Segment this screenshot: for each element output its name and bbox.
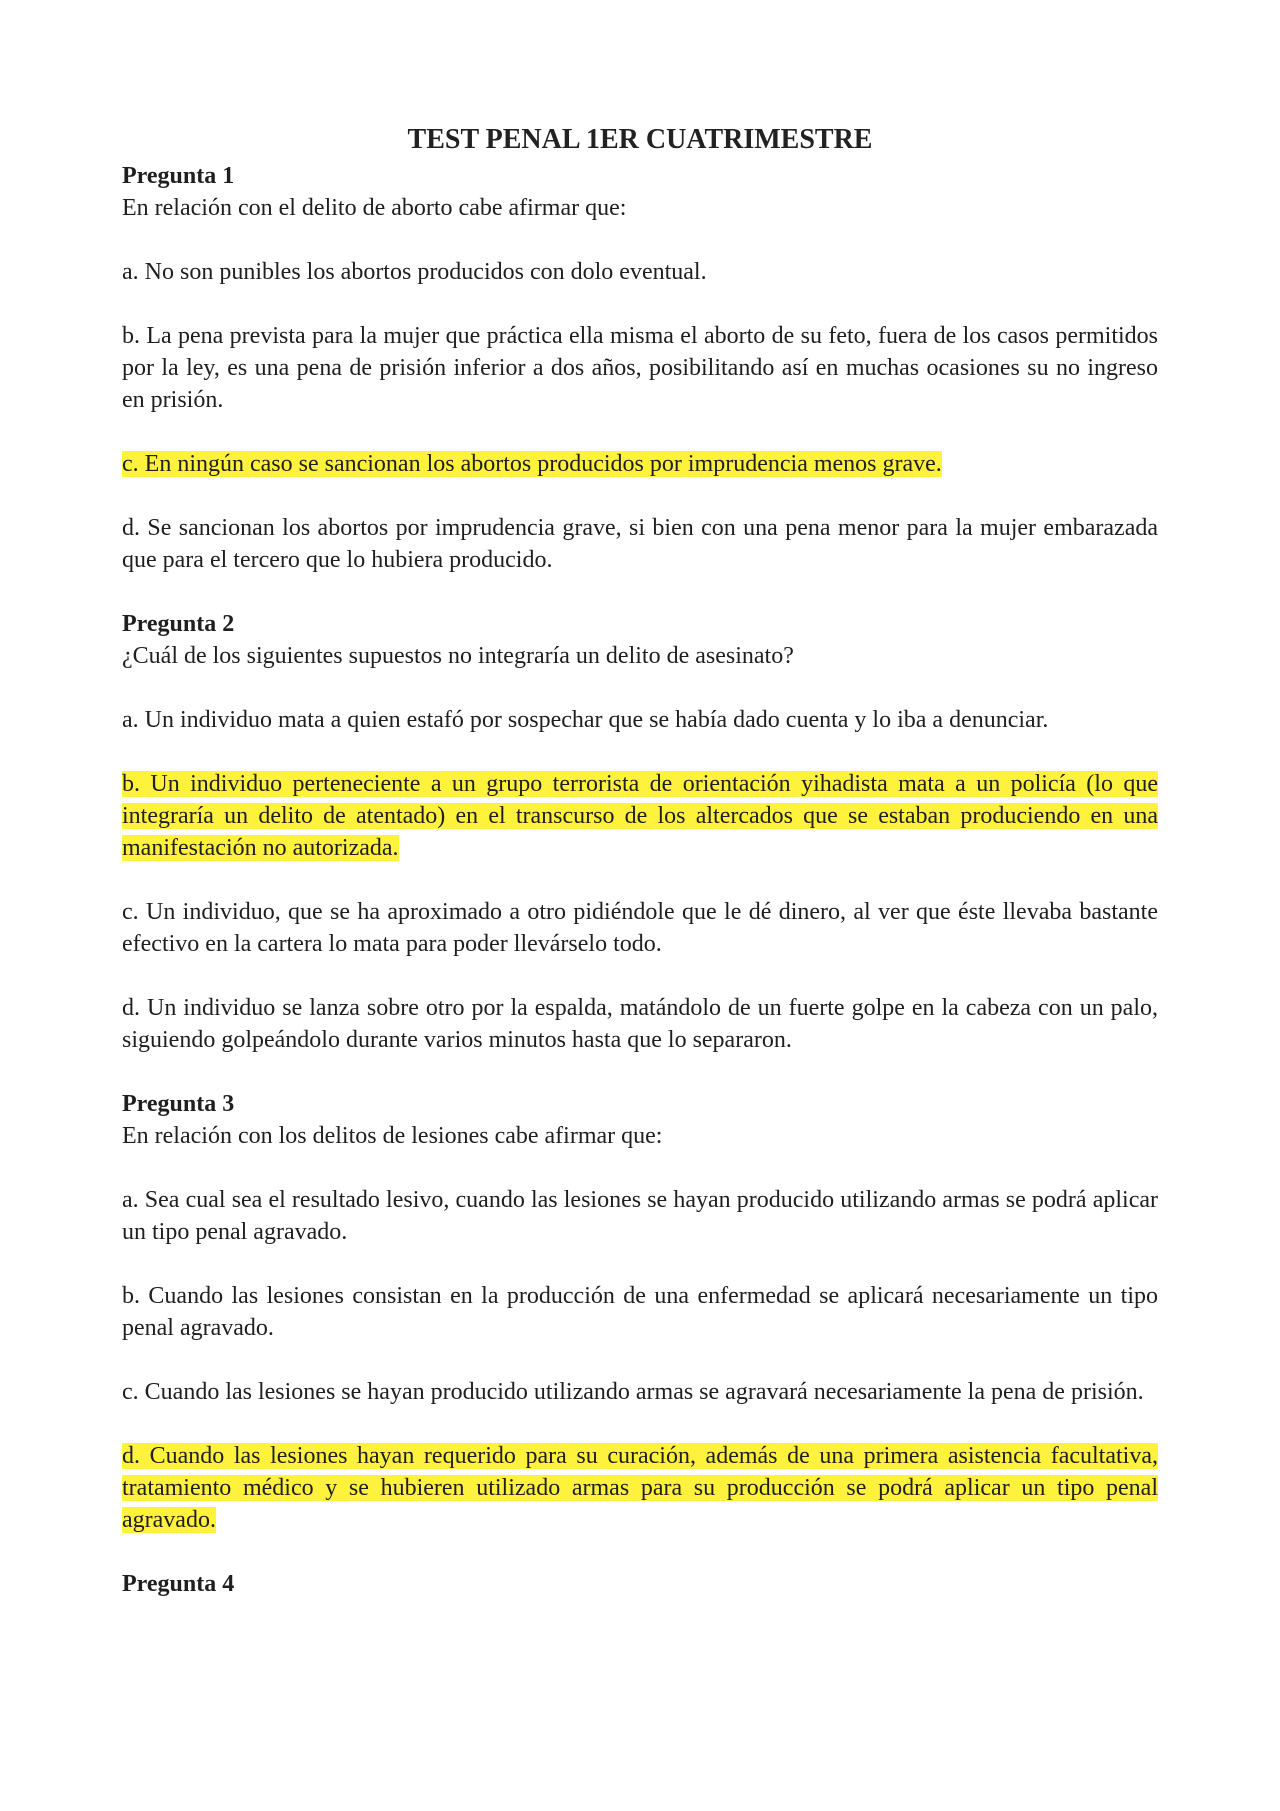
- option-text: c. Un individuo, que se ha aproximado a otro pidiéndole que le dé dinero, al ver que éste llevaba bastante efectivo en la cartera lo mata para poder llevárselo todo.: [122, 899, 1158, 957]
- answer-option: [122, 1184, 1158, 1248]
- answer-option-highlighted: [122, 768, 1158, 864]
- question-3: [122, 1088, 1158, 1536]
- question-1: [122, 160, 1158, 576]
- answer-option: [122, 992, 1158, 1056]
- question-label: Pregunta 2: [122, 611, 235, 637]
- question-2: [122, 608, 1158, 1056]
- option-text: c. Cuando las lesiones se hayan producido utilizando armas se agravará necesariamente la pena de prisión.: [122, 1379, 1144, 1405]
- question-stem: ¿Cuál de los siguientes supuestos no integraría un delito de asesinato?: [122, 643, 794, 669]
- answer-option: [122, 256, 1158, 288]
- question-label: Pregunta 3: [122, 1091, 235, 1117]
- answer-option: [122, 320, 1158, 416]
- answer-option: [122, 1280, 1158, 1344]
- question-stem: En relación con los delitos de lesiones cabe afirmar que:: [122, 1123, 663, 1149]
- answer-option: [122, 704, 1158, 736]
- option-text: a. No son punibles los abortos producidos con dolo eventual.: [122, 259, 707, 285]
- question-4: [122, 1568, 1158, 1600]
- option-text-highlighted: b. Un individuo perteneciente a un grupo terrorista de orientación yihadista mata a un policía (lo que integraría un delito de atentado) en el transcurso de los altercados que se estaban produciendo en una manifestación no autorizada.: [122, 771, 1158, 861]
- question-label: Pregunta 1: [122, 163, 235, 189]
- answer-option-highlighted: [122, 1440, 1158, 1536]
- answer-option-highlighted: [122, 448, 1158, 480]
- option-text: d. Se sancionan los abortos por imprudencia grave, si bien con una pena menor para la mujer embarazada que para el tercero que lo hubiera producido.: [122, 515, 1158, 573]
- option-text-highlighted: d. Cuando las lesiones hayan requerido para su curación, además de una primera asistencia facultativa, tratamiento médico y se hubieren utilizado armas para su producción se podrá aplicar un tipo penal agravado.: [122, 1443, 1158, 1533]
- document-body: [122, 160, 1158, 1632]
- option-text: a. Sea cual sea el resultado lesivo, cuando las lesiones se hayan producido utilizando armas se podrá aplicar un tipo penal agravado.: [122, 1187, 1158, 1245]
- option-text: b. La pena prevista para la mujer que práctica ella misma el aborto de su feto, fuera de los casos permitidos por la ley, es una pena de prisión inferior a dos años, posibilitando así en muchas ocasiones su no ingreso en prisión.: [122, 323, 1158, 413]
- question-label: Pregunta 4: [122, 1571, 235, 1597]
- option-text-highlighted: c. En ningún caso se sancionan los abortos producidos por imprudencia menos grave.: [122, 451, 942, 477]
- answer-option: [122, 896, 1158, 960]
- option-text: b. Cuando las lesiones consistan en la producción de una enfermedad se aplicará necesariamente un tipo penal agravado.: [122, 1283, 1158, 1341]
- option-text: a. Un individuo mata a quien estafó por sospechar que se había dado cuenta y lo iba a denunciar.: [122, 707, 1049, 733]
- answer-option: [122, 512, 1158, 576]
- option-text: d. Un individuo se lanza sobre otro por la espalda, matándolo de un fuerte golpe en la cabeza con un palo, siguiendo golpeándolo durante varios minutos hasta que lo separaron.: [122, 995, 1158, 1053]
- question-stem: En relación con el delito de aborto cabe afirmar que:: [122, 195, 627, 221]
- answer-option: [122, 1376, 1158, 1408]
- document-title: TEST PENAL 1ER CUATRIMESTRE: [407, 124, 873, 155]
